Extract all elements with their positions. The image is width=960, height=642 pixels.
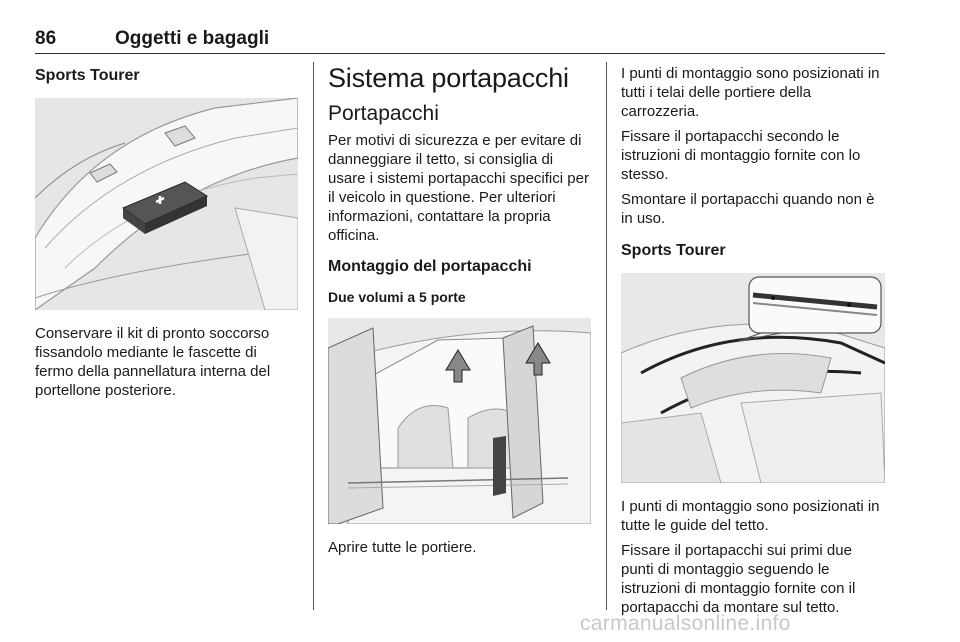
watermark: carmanualsonline.info	[580, 612, 791, 635]
column-divider	[606, 62, 607, 610]
mounting-heading: Montaggio del portapacchi	[328, 258, 532, 275]
paragraph: I punti di montaggio sono posizionati in tutti i telai delle portiere della carrozzeria.	[621, 65, 880, 120]
page-header	[35, 26, 885, 54]
column-right	[621, 62, 885, 617]
column-left	[35, 62, 298, 400]
paragraph: Fissare il portapacchi secondo le istruzioni di montaggio fornite con lo stesso.	[621, 128, 861, 183]
figure-caption: Aprire tutte le portiere.	[328, 539, 477, 556]
detail-callout	[739, 277, 881, 341]
subsection-title: Portapacchi	[328, 102, 439, 125]
section-heading: Sports Tourer	[621, 242, 726, 259]
roof-rail-illustration	[621, 273, 885, 483]
open-doors-illustration	[328, 318, 591, 524]
intro-paragraph: Per motivi di sicurezza e per evitare di danneggiare il tetto, si consiglia di usare i sistemi portapacchi specifici per il veicolo in questione. Per ulteriori informazioni, contattare la propria officina.	[328, 132, 589, 244]
paragraph: I punti di montaggio sono posizionati in tutte le guide del tetto.	[621, 498, 880, 534]
chapter-title: Oggetti e bagagli	[115, 28, 270, 49]
page-number: 86	[35, 28, 57, 49]
first-aid-kit-illustration	[35, 98, 298, 310]
paragraph: Fissare il portapacchi sui primi due punti di montaggio seguendo le istruzioni di montaggio fornite con il portapacchi da montare sul tetto.	[621, 542, 856, 616]
column-middle	[328, 62, 591, 557]
variant-heading: Due volumi a 5 porte	[328, 289, 466, 305]
section-title: Sistema portapacchi	[328, 63, 569, 93]
paragraph: Smontare il portapacchi quando non è in uso.	[621, 191, 875, 227]
figure-caption: Conservare il kit di pronto soccorso fissandolo mediante le fascette di fermo della pannellatura interna del portellone posteriore.	[35, 325, 271, 399]
section-heading: Sports Tourer	[35, 67, 140, 84]
column-divider	[313, 62, 314, 610]
